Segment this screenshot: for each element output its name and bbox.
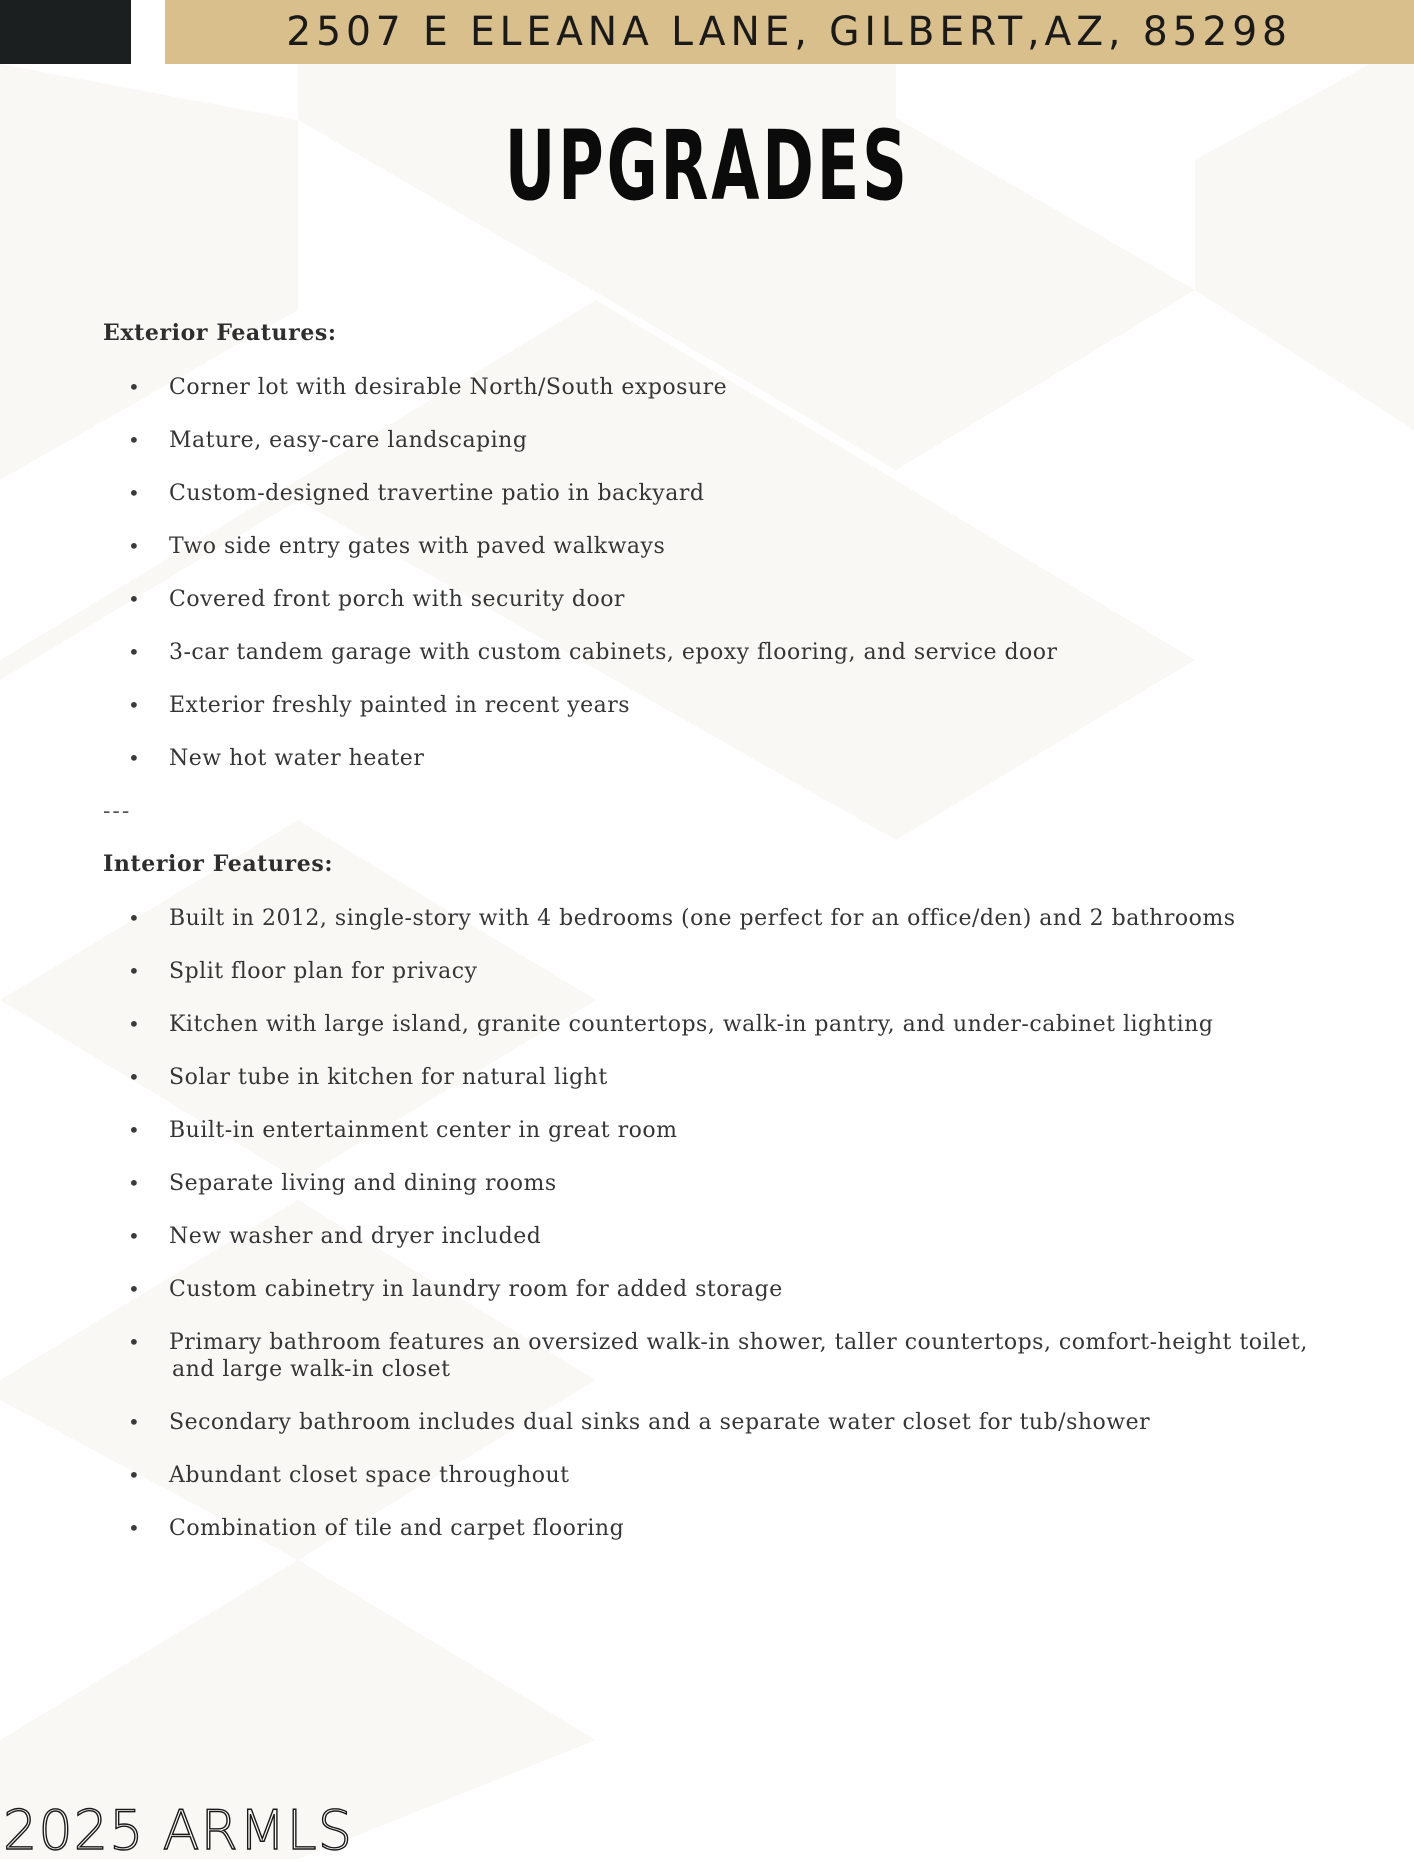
interior-feature-item: • Split floor plan for privacy	[103, 958, 1333, 985]
exterior-feature-item: • Mature, easy-care landscaping	[103, 427, 1333, 454]
interior-feature-item: • Separate living and dining rooms	[103, 1170, 1333, 1197]
page-title: UPGRADES	[504, 110, 910, 222]
interior-feature-item: • Built in 2012, single-story with 4 bedrooms (one perfect for an office/den) and 2 bathrooms	[103, 905, 1333, 932]
section-divider: ---	[103, 799, 132, 824]
interior-feature-list	[103, 905, 1333, 1542]
exterior-feature-item: • Custom-designed travertine patio in backyard	[103, 480, 1333, 507]
exterior-feature-list	[103, 374, 1333, 772]
address-banner	[165, 0, 1414, 64]
interior-feature-item: • Custom cabinetry in laundry room for added storage	[103, 1276, 1333, 1303]
header-dark-block	[0, 0, 131, 64]
exterior-feature-item: • 3-car tandem garage with custom cabinets, epoxy flooring, and service door	[103, 639, 1333, 666]
exterior-feature-item: • Corner lot with desirable North/South exposure	[103, 374, 1333, 401]
interior-feature-item: • Combination of tile and carpet flooring	[103, 1515, 1333, 1542]
interior-feature-item: • Solar tube in kitchen for natural light	[103, 1064, 1333, 1091]
exterior-feature-item: • Two side entry gates with paved walkways	[103, 533, 1333, 560]
feature-text-continuation: and large walk-in closet	[172, 1357, 451, 1382]
interior-feature-item	[103, 1329, 1333, 1383]
exterior-heading: Exterior Features:	[103, 320, 337, 346]
interior-feature-item: • Secondary bathroom includes dual sinks and a separate water closet for tub/shower	[103, 1409, 1333, 1436]
exterior-feature-item: • Covered front porch with security door	[103, 586, 1333, 613]
feature-text-line: Primary bathroom features an oversized walk-in shower, taller countertops, comfort-height toilet,	[169, 1330, 1308, 1355]
interior-feature-item: • Kitchen with large island, granite countertops, walk-in pantry, and under-cabinet lighting	[103, 1011, 1333, 1038]
exterior-feature-item: • New hot water heater	[103, 745, 1333, 772]
property-address: 2507 E ELEANA LANE, GILBERT,AZ, 85298	[286, 9, 1293, 55]
interior-feature-item: • New washer and dryer included	[103, 1223, 1333, 1250]
interior-feature-item: • Abundant closet space throughout	[103, 1462, 1333, 1489]
exterior-feature-item: • Exterior freshly painted in recent years	[103, 692, 1333, 719]
features-content	[103, 318, 1333, 1542]
interior-heading: Interior Features:	[103, 851, 334, 877]
interior-feature-item: • Built-in entertainment center in great room	[103, 1117, 1333, 1144]
copyright-footer: 2025 ARMLS	[3, 1799, 354, 1862]
